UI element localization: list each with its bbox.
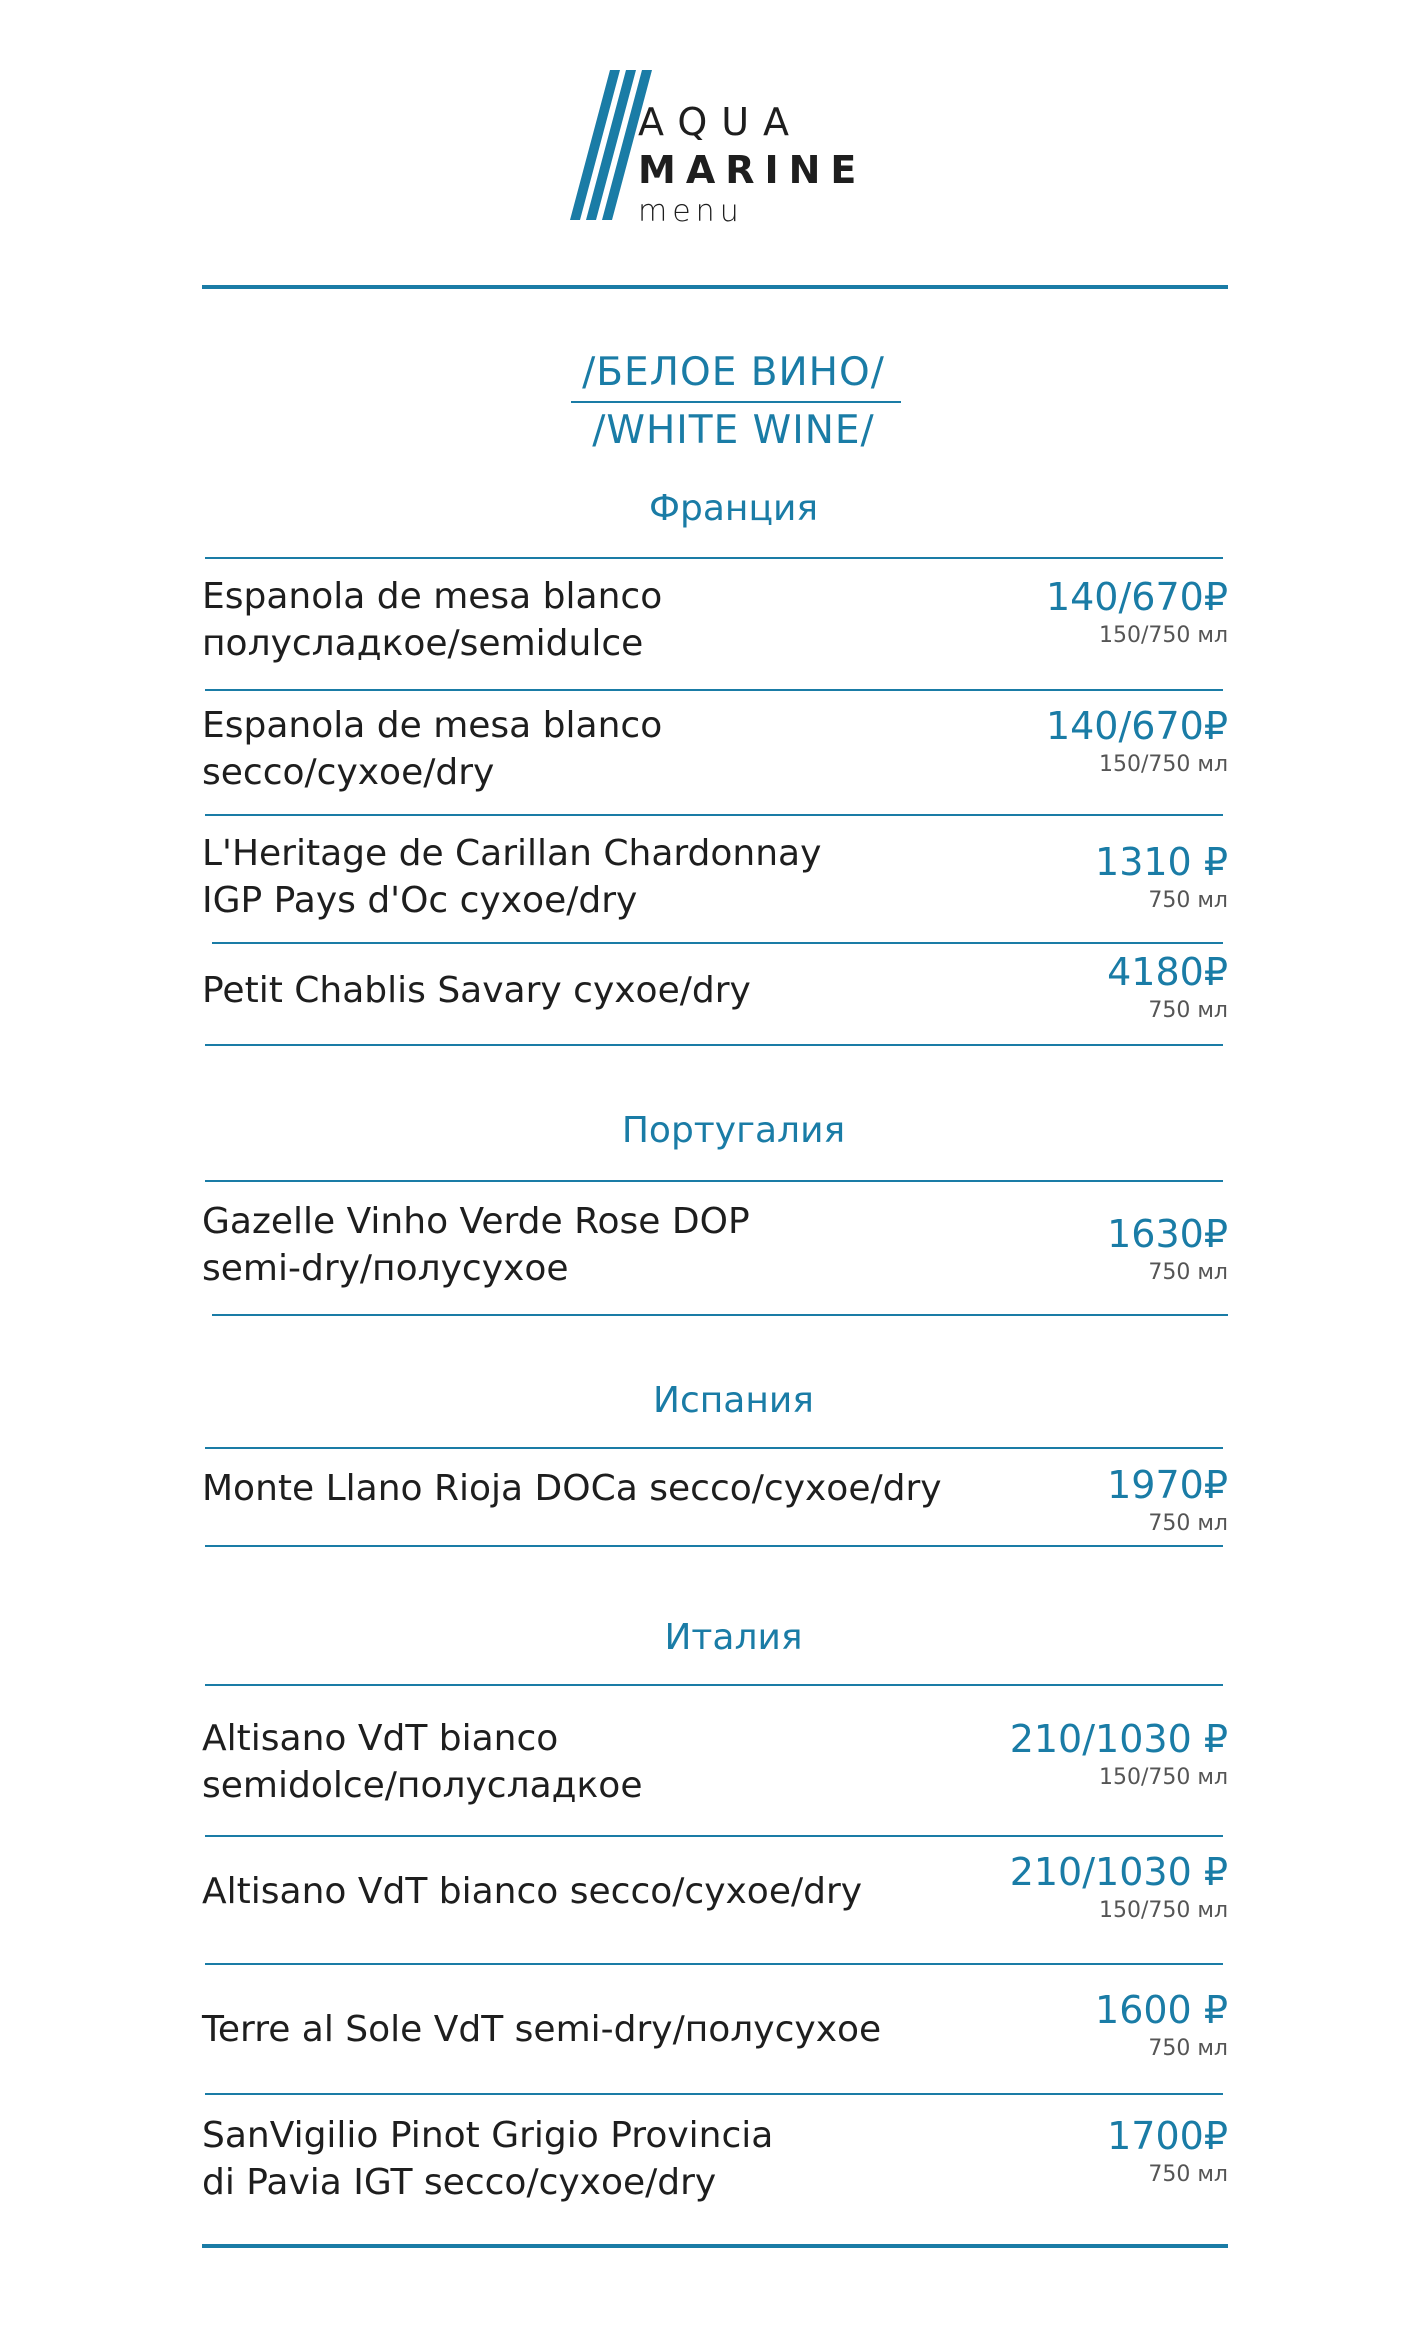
item-volume: 750 мл xyxy=(1148,2162,1228,2187)
item-name: Altisano VdT bianco semidolce/полусладкое xyxy=(202,1718,643,1806)
item-volume: 150/750 мл xyxy=(1098,1898,1228,1923)
country-heading-portugal: Португалия xyxy=(621,1110,846,1151)
item-name: Terre al Sole VdT semi-dry/полусухое xyxy=(202,2009,882,2050)
logo-text-marine: MARINE xyxy=(638,148,867,192)
item-name: Espanola de mesa blanco secco/сухое/dry xyxy=(202,705,663,793)
item-price: 4180₽ xyxy=(1107,950,1228,994)
logo-text-menu: menu xyxy=(638,194,744,229)
item-price: 1310 ₽ xyxy=(1095,840,1228,884)
row-divider xyxy=(205,1044,1223,1046)
row-divider xyxy=(205,1545,1223,1547)
country-heading-spain: Испания xyxy=(653,1380,814,1421)
country-heading-italy: Италия xyxy=(664,1617,803,1658)
item-price: 140/670₽ xyxy=(1045,575,1228,619)
header-divider xyxy=(202,285,1228,289)
item-name: Altisano VdT bianco secco/сухое/dry xyxy=(202,1871,863,1912)
row-divider xyxy=(212,942,1223,944)
item-volume: 750 мл xyxy=(1148,1511,1228,1536)
item-price: 1630₽ xyxy=(1107,1212,1228,1256)
row-divider xyxy=(205,689,1223,691)
section-title-en: /WHITE WINE/ xyxy=(592,408,875,453)
item-volume: 150/750 мл xyxy=(1098,752,1228,777)
row-divider xyxy=(205,1963,1223,1965)
item-price: 140/670₽ xyxy=(1045,704,1228,748)
section-title-ru: /БЕЛОЕ ВИНО/ xyxy=(582,350,885,395)
country-heading-france: Франция xyxy=(649,488,818,529)
row-divider xyxy=(205,1447,1223,1449)
item-volume: 750 мл xyxy=(1148,998,1228,1023)
item-name: Espanola de mesa blanco полусладкое/semidulce xyxy=(202,576,663,664)
footer-divider xyxy=(202,2244,1228,2248)
item-volume: 750 мл xyxy=(1148,2036,1228,2061)
row-divider xyxy=(205,1684,1223,1686)
item-price: 210/1030 ₽ xyxy=(1009,1850,1228,1894)
item-name: Gazelle Vinho Verde Rose DOP semi-dry/полусухое xyxy=(202,1201,750,1289)
row-divider xyxy=(205,1835,1223,1837)
row-divider xyxy=(212,1314,1228,1316)
row-divider xyxy=(205,814,1223,816)
item-name: L'Heritage de Carillan Chardonnay IGP Pays d'Oc сухое/dry xyxy=(202,833,822,921)
item-volume: 750 мл xyxy=(1148,1260,1228,1285)
item-price: 1970₽ xyxy=(1107,1463,1228,1507)
aquamarine-logo xyxy=(570,70,870,230)
item-name: Petit Chablis Savary сухое/dry xyxy=(202,970,751,1011)
row-divider xyxy=(205,1180,1223,1182)
item-name: SanVigilio Pinot Grigio Provincia di Pavia IGT secco/сухое/dry xyxy=(202,2115,774,2203)
row-divider xyxy=(205,2093,1223,2095)
item-volume: 150/750 мл xyxy=(1098,623,1228,648)
logo-text-aqua: AQUA xyxy=(638,100,804,144)
item-price: 1600 ₽ xyxy=(1095,1988,1228,2032)
item-volume: 150/750 мл xyxy=(1098,1765,1228,1790)
section-title-divider xyxy=(571,401,901,403)
item-name: Monte Llano Rioja DOCa secco/сухое/dry xyxy=(202,1468,942,1509)
item-price: 210/1030 ₽ xyxy=(1009,1717,1228,1761)
row-divider xyxy=(205,557,1223,559)
item-price: 1700₽ xyxy=(1107,2114,1228,2158)
item-volume: 750 мл xyxy=(1148,888,1228,913)
